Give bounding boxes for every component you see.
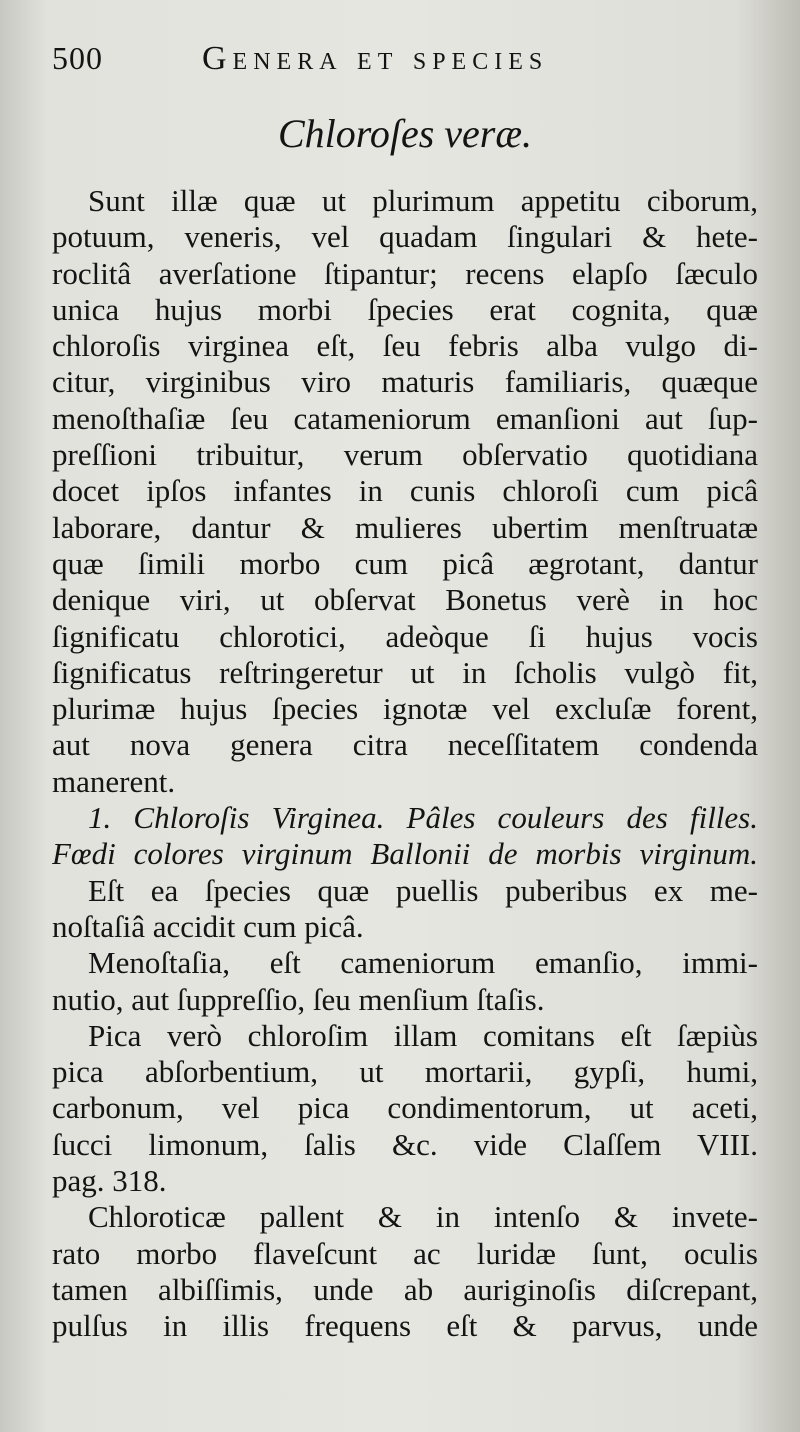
species-title-line: 1. Chloroſis Virginea. Pâles couleurs des filles.: [88, 800, 758, 836]
paragraph-chloroticae: [52, 1199, 758, 1344]
text-line: ſucci limonum, ſalis &c. vide Claſſem VIII.: [52, 1126, 758, 1162]
text-line: chloroſis virginea eſt, ſeu febris alba vulgo di-: [52, 328, 758, 364]
paragraph-definition: [52, 873, 758, 946]
text-line: menoſthaſiæ ſeu catameniorum emanſioni aut ſup-: [52, 400, 758, 436]
page-number: 500: [52, 40, 103, 76]
text-line: pag. 318.: [52, 1163, 167, 1199]
text-line: citur, virginibus viro maturis familiaris, quæque: [52, 364, 758, 400]
text-line: Pica verò chloroſim illam comitans eſt ſæpiùs: [88, 1017, 758, 1053]
text-line: roclitâ averſatione ſtipantur; recens elapſo ſæculo: [52, 255, 758, 291]
text-line: tamen albiſſimis, unde ab auriginoſis diſcrepant,: [52, 1271, 758, 1307]
text-line: manerent.: [52, 763, 176, 799]
running-title: Genera et species: [202, 40, 549, 77]
text-line: docet ipſos infantes in cunis chloroſi cum picâ: [52, 473, 758, 509]
text-line: Chloroticæ pallent & in intenſo & invete-: [88, 1199, 758, 1235]
paragraph-intro: [52, 183, 758, 800]
text-line: pulſus in illis frequens eſt & parvus, unde: [52, 1308, 758, 1344]
text-line: noſtaſiâ accidit cum picâ.: [52, 908, 364, 944]
text-line: carbonum, vel pica condimentorum, ut aceti,: [52, 1090, 758, 1126]
text-line: ſignificatu chlorotici, adeòque ſi hujus vocis: [52, 618, 758, 654]
species-synonym-line: Fœdi colores virginum Ballonii de morbis virginum.: [52, 836, 758, 872]
text-line: quæ ſimili morbo cum picâ ægrotant, dantur: [52, 545, 758, 581]
text-line: potuum, veneris, vel quadam ſingulari & hete-: [52, 219, 758, 255]
paragraph-pica: [52, 1018, 758, 1199]
text-line: rato morbo flaveſcunt ac luridæ ſunt, oculis: [52, 1235, 758, 1271]
text-line: preſſioni tribuitur, verum obſervatio quotidiana: [52, 437, 758, 473]
text-line: nutio, aut ſuppreſſio, ſeu menſium ſtaſis.: [52, 981, 545, 1017]
section-title: Chloroſes veræ.: [277, 111, 533, 156]
text-line: Menoſtaſia, eſt cameniorum emanſio, immi-: [88, 945, 758, 981]
text-line: denique viri, ut obſervat Bonetus verè in hoc: [52, 582, 758, 618]
text-line: ſignificatus reſtringeretur ut in ſcholis vulgò fit,: [52, 654, 758, 690]
running-head: [52, 40, 758, 96]
text-line: Eſt ea ſpecies quæ puellis puberibus ex me-: [88, 872, 758, 908]
paragraph-menostasia: [52, 945, 758, 1018]
text-line: Sunt illæ quæ ut plurimum appetitu ciborum,: [88, 183, 758, 218]
text-line: unica hujus morbi ſpecies erat cognita, quæ: [52, 291, 758, 327]
text-line: plurimæ hujus ſpecies ignotæ vel excluſæ forent,: [52, 691, 758, 727]
species-heading: [52, 800, 758, 873]
text-line: laborare, dantur & mulieres ubertim menſtruatæ: [52, 509, 758, 545]
text-line: pica abſorbentium, ut mortarii, gypſi, humi,: [52, 1054, 758, 1090]
text-line: aut nova genera citra neceſſitatem condenda: [52, 727, 758, 763]
